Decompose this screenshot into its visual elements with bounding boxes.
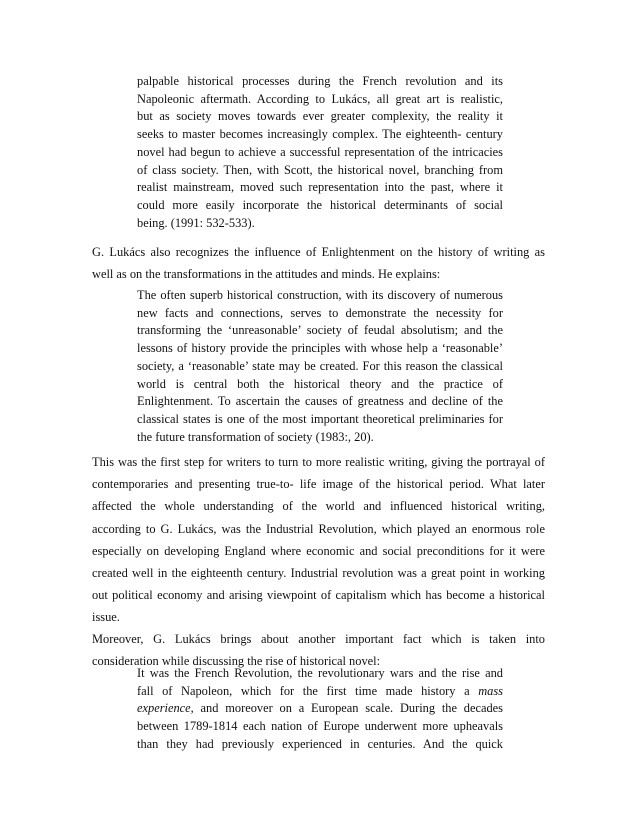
paragraph-line: created well in the eighteenth century. Industrial revolution was a great point in working [92,566,545,581]
emphasis-mass: mass [478,683,503,698]
paragraph-2 [92,451,545,629]
quote-line: realist mainstream, moved such representation into the past, where it [137,180,503,195]
quote-line: of class society. Then, with Scott, the historical novel, branching from [137,162,503,177]
quote-line: seeks to master becomes increasingly complex. The eighteenth- century [137,127,503,142]
quote-line: the future transformation of society (1983:, 20). [137,429,374,444]
paragraph-line: issue. [92,610,120,625]
quote-line: lessons of history provide the principles with whose help a ‘reasonable’ [137,341,503,356]
quote-line: transforming the ‘unreasonable’ society of feudal absolutism; and the [137,323,503,338]
paragraph-line: consideration while discussing the rise of historical novel: [92,654,381,669]
paragraph-line: Moreover, G. Lukács brings about another important fact which is taken into [92,632,545,646]
quote-line: It was the French Revolution, the revolutionary wars and the rise and [137,666,503,680]
quote-line: but as society moves towards ever greater complexity, the reality it [137,109,503,124]
paragraph-1 [92,241,545,285]
quote-line: classical states is one of the most important theoretical preliminaries for [137,411,503,426]
quote-line: could more easily incorporate the historical determinants of social [137,197,503,212]
paragraph-line: especially on developing England where economic and social preconditions for it were [92,543,545,558]
quote-line: new facts and connections, serves to demonstrate the necessity for [137,305,503,320]
quote-line: society, a ‘reasonable’ state may be created. For this reason the classical [137,358,503,373]
paragraph-line: G. Lukács also recognizes the influence of Enlightenment on the history of writing as [92,245,545,259]
quote-line: novel had begun to achieve a successful representation of the intricacies [137,144,503,159]
paragraph-line: out political economy and arising viewpoint of capitalism which has become a historical [92,588,545,603]
paragraph-line: This was the first step for writers to turn to more realistic writing, giving the portrayal of [92,455,545,469]
emphasis-experience: experience [137,701,191,716]
quote-line: Enlightenment. To ascertain the causes of greatness and decline of the [137,394,503,409]
quote-line: being. (1991: 532-533). [137,215,255,230]
block-quote-3 [137,665,503,754]
paragraph-line: affected the whole understanding of the world and influenced historical writing, [92,499,545,514]
quote-line: than they had previously experienced in centuries. And the quick [137,736,503,751]
quote-line: between 1789-1814 each nation of Europe underwent more upheavals [137,719,503,734]
paragraph-line: according to G. Lukács, was the Industrial Revolution, which played an enormous role [92,521,545,536]
quote-line: palpable historical processes during the French revolution and its [137,74,503,88]
quote-line: fall of Napoleon, which for the first time made history a mass [137,683,503,698]
block-quote-2 [137,287,503,446]
quote-line: The often superb historical construction, with its discovery of numerous [137,288,503,302]
paragraph-line: well as on the transformations in the attitudes and minds. He explains: [92,267,441,282]
quote-line: world is central both the historical theory and the practice of [137,376,503,391]
quote-line: experience, and moreover on a European scale. During the decades [137,701,503,716]
quote-line: Napoleonic aftermath. According to Lukács, all great art is realistic, [137,91,503,106]
paragraph-line: contemporaries and presenting true-to- life image of the historical period. What later [92,477,545,492]
block-quote-1 [137,73,503,232]
